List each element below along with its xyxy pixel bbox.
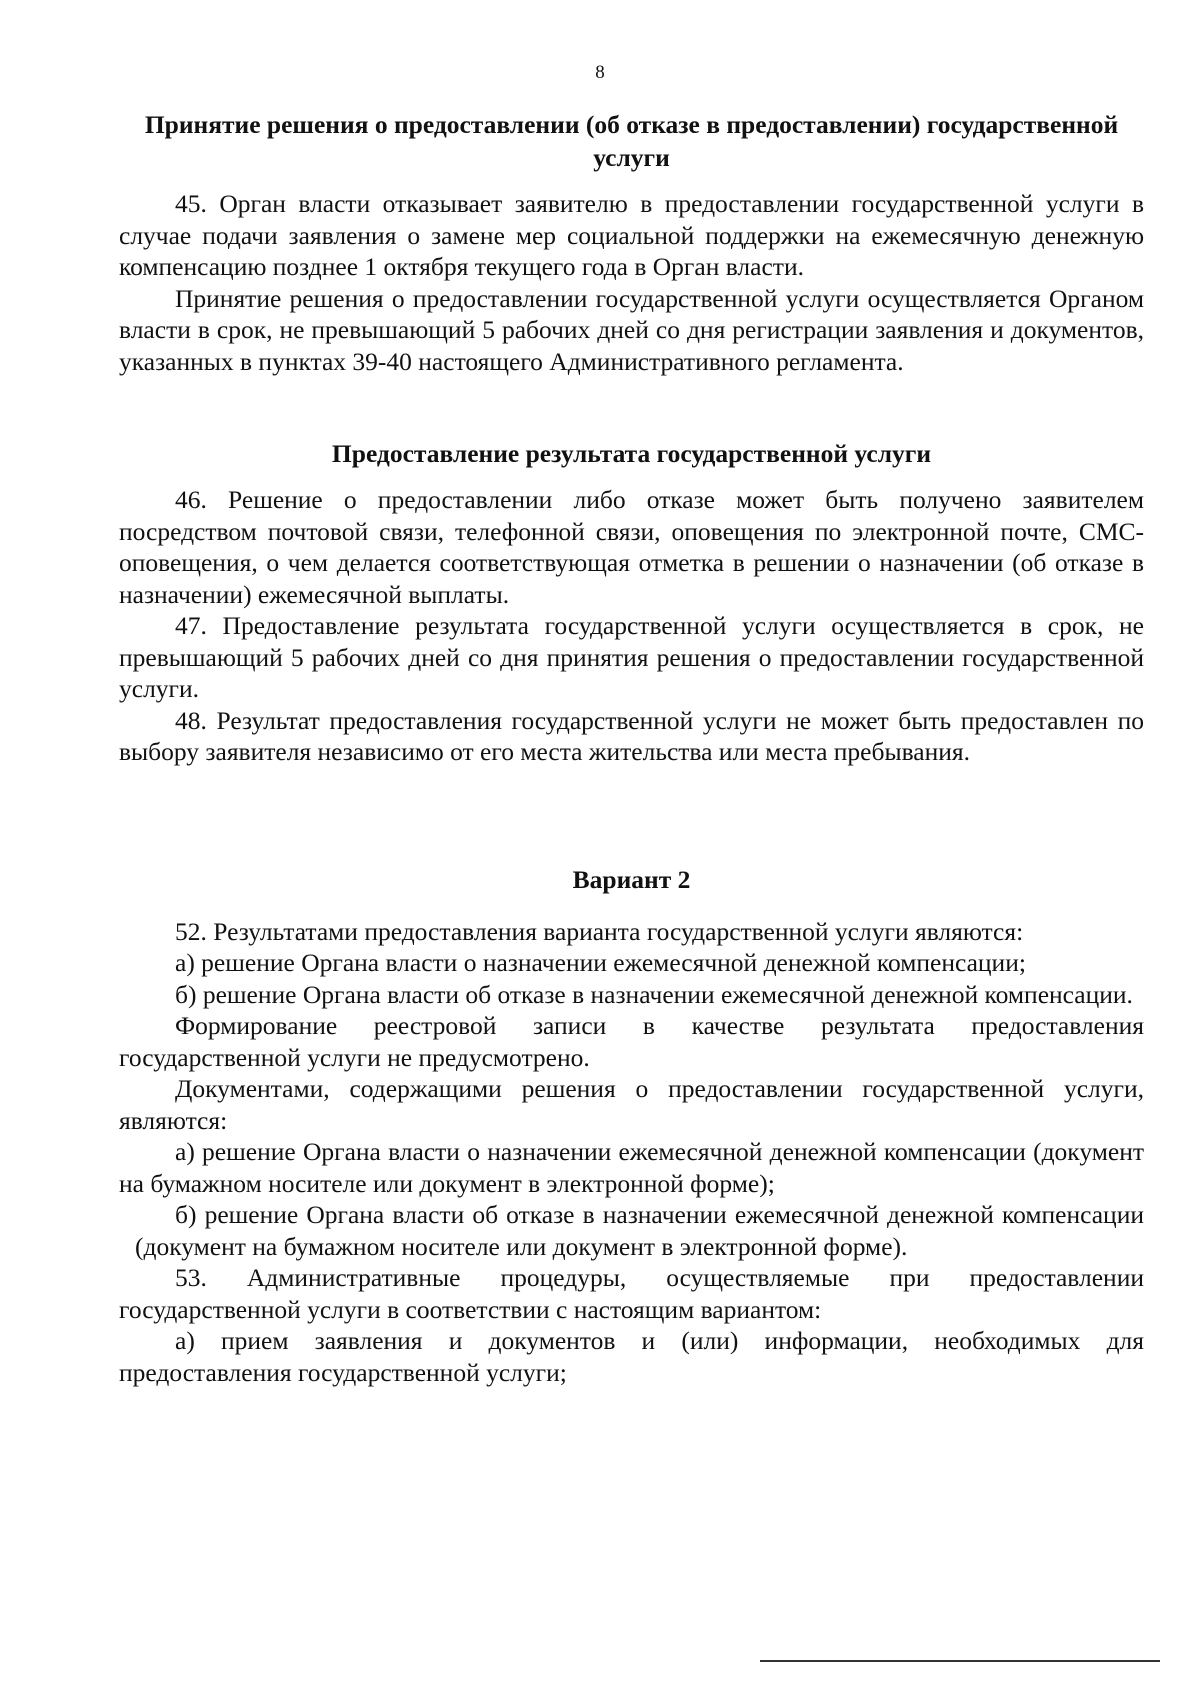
paragraph-decision-term: Принятие решения о предоставлении государственной услуги осуществляется Органом власти в срок, не превышающий 5 рабочих дней со дня регистрации заявления и документов, указанных в пунктах 39-40 настоящего Административного регламента. [119, 283, 1144, 376]
footer-rule [760, 1660, 1160, 1662]
paragraph-52-b: б) решение Органа власти об отказе в назначении ежемесячной денежной компенсации. [175, 979, 1133, 1009]
paragraph-documents-b: б) решение Органа власти об отказе в назначении ежемесячной денежной компенсации (документ на бумажном носителе или документ в электронной форме). [135, 1200, 1144, 1261]
section-heading-variant-2: Вариант 2 [572, 864, 691, 894]
section-heading-result: Предоставление результата государственной услуги [331, 439, 932, 468]
paragraph-48: 48. Результат предоставления государственной услуги не может быть предоставлен по выбору заявителя независимо от его места жительства или места пребывания. [119, 705, 1144, 766]
paragraph-52: 52. Результатами предоставления варианта государственной услуги являются: [175, 916, 1024, 946]
document-body [119, 108, 1144, 1388]
paragraph-52-a: а) решение Органа власти о назначении ежемесячной денежной компенсации; [175, 948, 1026, 977]
paragraph-46: 46. Решение о предоставлении либо отказе может быть получено заявителем посредством почтовой связи, телефонной связи, оповещения по электронной почте, СМС-оповещения, о чем делается соответствующая отметка в решении о назначении (об отказе в назначении) ежемесячной выплаты. [119, 485, 1144, 609]
paragraph-documents-a: а) решение Органа власти о назначении ежемесячной денежной компенсации (документ на бумажном носителе или документ в электронной форме); [119, 1137, 1144, 1198]
page-number: 8 [595, 62, 605, 83]
paragraph-45: 45. Орган власти отказывает заявителю в предоставлении государственной услуги в случае подачи заявления о замене мер социальной поддержки на ежемесячную денежную компенсацию позднее 1 октября текущего года в Орган власти. [119, 189, 1144, 281]
paragraph-47: 47. Предоставление результата государственной услуги осуществляется в срок, не превышающий 5 рабочих дней со дня принятия решения о предоставлении государственной услуги. [119, 611, 1144, 703]
paragraph-53: 53. Административные процедуры, осуществляемые при предоставлении государственной услуги в соответствии с настоящим вариантом: [119, 1263, 1144, 1324]
paragraph-registry-record: Формирование реестровой записи в качестве результата предоставления государственной услуги не предусмотрено. [119, 1011, 1144, 1072]
paragraph-53-a: а) прием заявления и документов и (или) информации, необходимых для предоставления государственной услуги; [119, 1326, 1144, 1387]
paragraph-documents: Документами, содержащими решения о предоставлении государственной услуги, являются: [119, 1074, 1144, 1135]
section-heading-decision: Принятие решения о предоставлении (об отказе в предоставлении) государственной услуги [144, 110, 1119, 172]
